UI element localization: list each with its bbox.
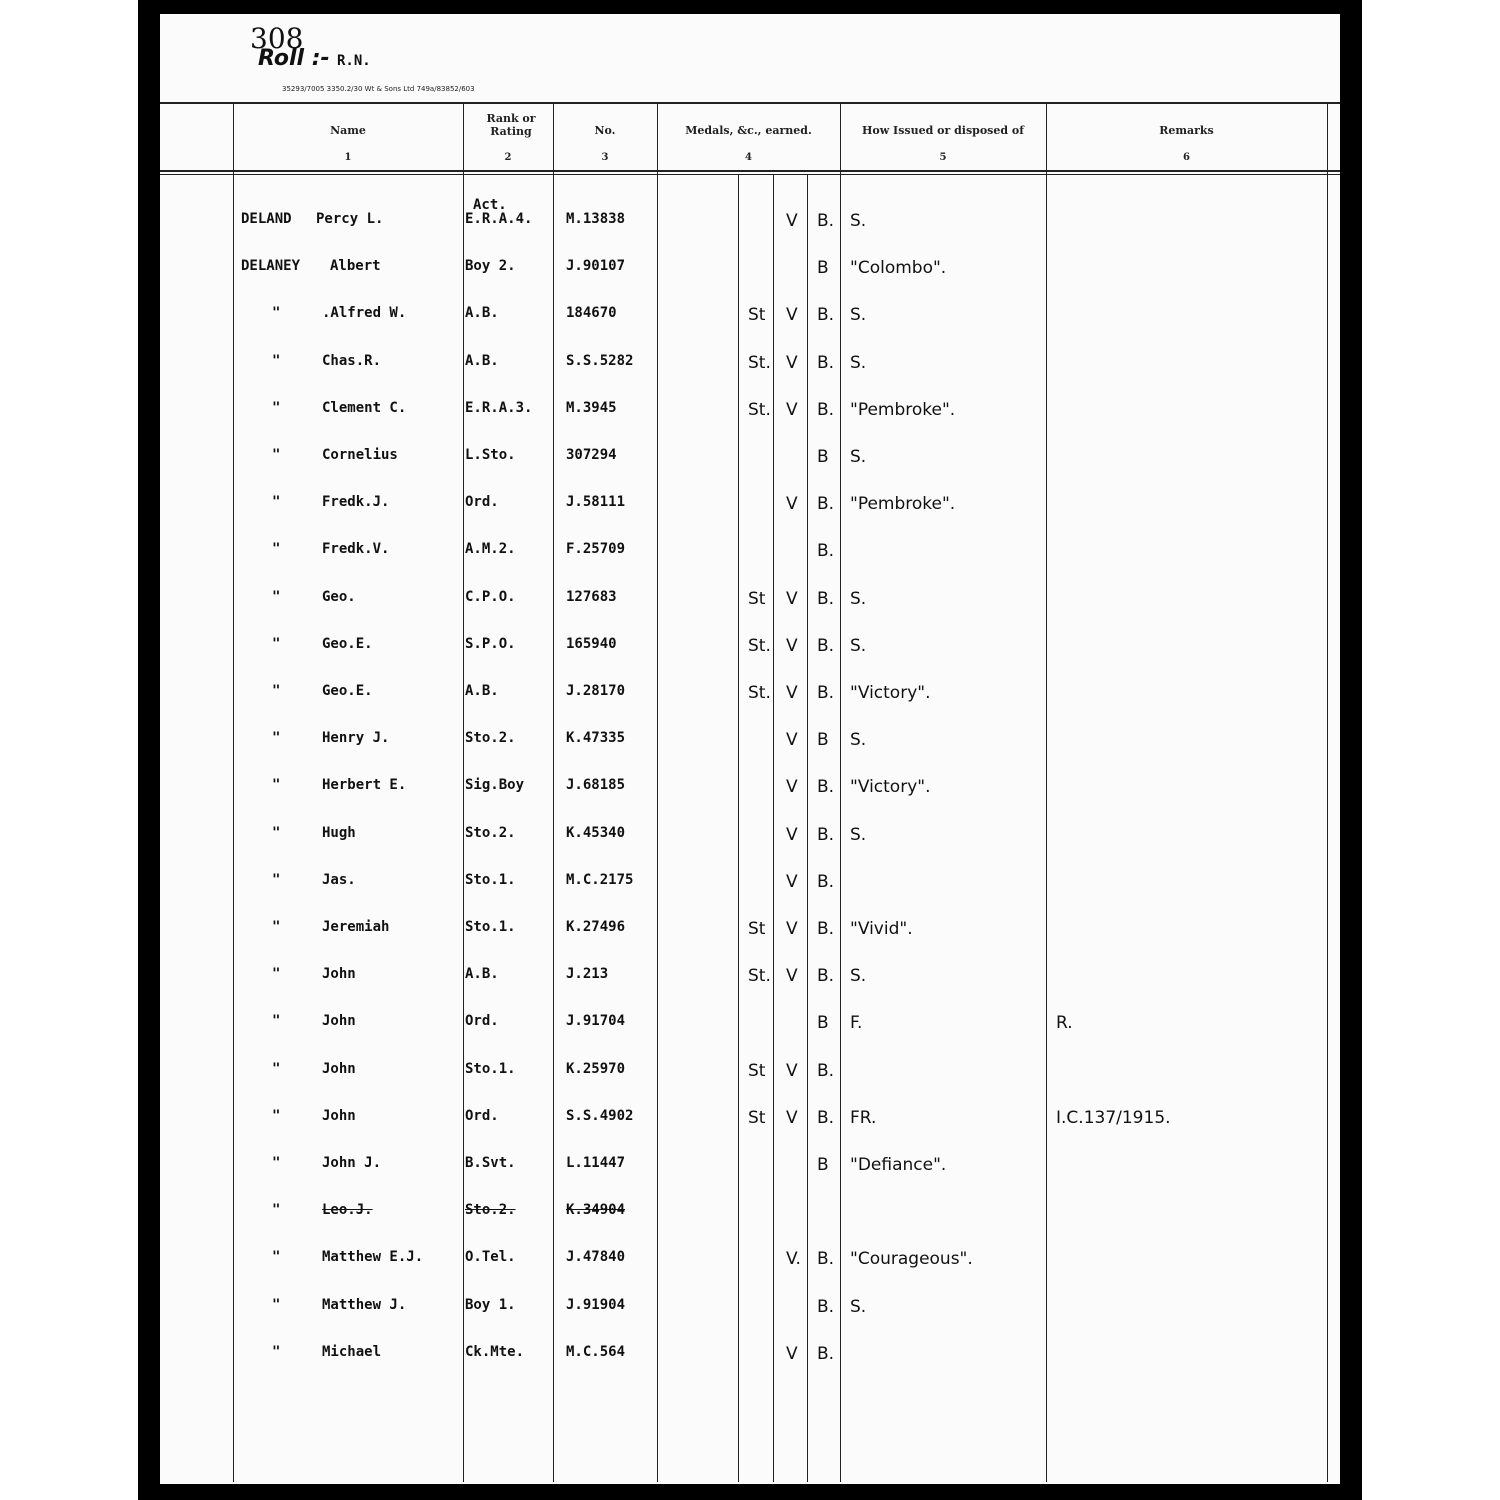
entry-medal-british: B.: [817, 825, 835, 845]
entry-issued: F.: [850, 1013, 863, 1033]
entry-remarks: R.: [1056, 1013, 1073, 1033]
entry-given-name: John: [322, 1108, 356, 1124]
entry-surname: ": [272, 777, 281, 793]
entry-number: M.3945: [566, 400, 617, 416]
entry-given-name: Clement C.: [322, 400, 407, 416]
table-row: [0, 777, 1500, 807]
entry-rank: C.P.O.: [465, 589, 516, 605]
entry-number: K.27496: [566, 919, 626, 935]
col-number-2: 2: [504, 152, 512, 163]
entry-number: K.34904: [566, 1202, 626, 1218]
table-row: [0, 825, 1500, 855]
table-row: [0, 1155, 1500, 1185]
entry-medal-star: St: [748, 1061, 766, 1081]
entry-surname: ": [272, 1061, 281, 1077]
entry-given-name: Jeremiah: [322, 919, 390, 935]
table-row: [0, 636, 1500, 666]
entry-medal-victory: V: [786, 636, 798, 656]
entry-given-name: Fredk.V.: [322, 541, 390, 557]
entry-number: J.91704: [566, 1013, 626, 1029]
entry-surname: DELAND: [241, 211, 292, 227]
table-row: [0, 1202, 1500, 1232]
entry-rank: E.R.A.3.: [465, 400, 533, 416]
entry-surname: ": [272, 1249, 281, 1265]
table-row: [0, 258, 1500, 288]
entry-number: J.90107: [566, 258, 626, 274]
entry-rank: B.Svt.: [465, 1155, 516, 1171]
entry-surname: ": [272, 447, 281, 463]
col-number-5: 5: [939, 152, 947, 163]
entry-medal-british: B.: [817, 636, 835, 656]
entry-given-name: Geo.E.: [322, 683, 373, 699]
entry-medal-british: B: [817, 447, 829, 467]
header-top-rule: [160, 102, 1340, 104]
table-row: [0, 1344, 1500, 1374]
entry-number: M.13838: [566, 211, 626, 227]
entry-given-name: Jas.: [322, 872, 356, 888]
entry-given-name: Fredk.J.: [322, 494, 390, 510]
entry-rank: O.Tel.: [465, 1249, 516, 1265]
page-number: 308: [250, 22, 304, 55]
entry-number: 165940: [566, 636, 617, 652]
entry-rank: E.R.A.4.: [465, 211, 533, 227]
entry-medal-star: St.: [748, 353, 771, 373]
table-row: [0, 919, 1500, 949]
entry-number: J.213: [566, 966, 609, 982]
entry-surname: ": [272, 541, 281, 557]
entry-given-name: Matthew E.J.: [322, 1249, 424, 1265]
col-number-4: 4: [745, 152, 752, 163]
table-row: [0, 197, 1500, 241]
entry-surname: ": [272, 305, 281, 321]
table-row: [0, 494, 1500, 524]
table-row: [0, 589, 1500, 619]
entry-medal-british: B.: [817, 1061, 835, 1081]
entry-medal-british: B.: [817, 589, 835, 609]
entry-given-name: Percy L.: [316, 211, 384, 227]
entry-issued: S.: [850, 966, 867, 986]
entry-rank: A.M.2.: [465, 541, 516, 557]
entry-number: 184670: [566, 305, 617, 321]
table-row: [0, 447, 1500, 477]
entry-medal-british: B: [817, 730, 829, 750]
entry-number: K.47335: [566, 730, 626, 746]
entry-surname: ": [272, 919, 281, 935]
table-row: [0, 541, 1500, 571]
entry-issued: S.: [850, 1297, 867, 1317]
entry-given-name: Henry J.: [322, 730, 390, 746]
entry-medal-british: B.: [817, 400, 835, 420]
col-header-issued: How Issued or disposed of: [862, 124, 1024, 137]
entry-issued: S.: [850, 589, 867, 609]
entry-number: J.58111: [566, 494, 626, 510]
entry-given-name: John: [322, 1061, 356, 1077]
entry-issued: "Vivid".: [850, 919, 913, 939]
entry-surname: DELANEY: [241, 258, 301, 274]
table-row: [0, 683, 1500, 713]
entry-surname: ": [272, 1297, 281, 1313]
table-row: [0, 1013, 1500, 1043]
col-number-1: 1: [344, 152, 352, 163]
entry-surname: ": [272, 353, 281, 369]
table-row: [0, 400, 1500, 430]
entry-medal-star: St.: [748, 966, 771, 986]
table-row: [0, 353, 1500, 383]
col-number-6: 6: [1183, 152, 1190, 163]
entry-surname: ": [272, 1155, 281, 1171]
entry-rank: Sig.Boy: [465, 777, 525, 793]
entry-medal-british: B.: [817, 211, 835, 231]
col-header-rank: Rank or Rating: [486, 112, 536, 138]
entry-given-name: Albert: [330, 258, 381, 274]
entry-issued: S.: [850, 447, 867, 467]
entry-number: J.28170: [566, 683, 626, 699]
entry-medal-victory: V: [786, 919, 798, 939]
entry-surname: ": [272, 589, 281, 605]
entry-rank: Ord.: [465, 1108, 499, 1124]
entry-number: J.91904: [566, 1297, 626, 1313]
entry-given-name: Hugh: [322, 825, 356, 841]
entry-rank: Ord.: [465, 1013, 499, 1029]
entry-rank: Sto.2.: [465, 1202, 516, 1218]
entry-surname: ": [272, 1202, 281, 1218]
entry-surname: ": [272, 872, 281, 888]
entry-medal-british: B.: [817, 1297, 835, 1317]
entry-medal-british: B.: [817, 1108, 835, 1128]
entry-medal-victory: V: [786, 683, 798, 703]
entry-given-name: John J.: [322, 1155, 382, 1171]
entry-issued: "Pembroke".: [850, 400, 956, 420]
col-number-3: 3: [601, 152, 609, 163]
entry-number: F.25709: [566, 541, 626, 557]
entry-medal-victory: V: [786, 1344, 798, 1364]
entry-number: K.25970: [566, 1061, 626, 1077]
entry-medal-victory: V: [786, 1108, 798, 1128]
entry-given-name: .Alfred W.: [322, 305, 407, 321]
entry-rank: A.B.: [465, 305, 499, 321]
entry-rank: Boy 2.: [465, 258, 516, 274]
entry-rank: L.Sto.: [465, 447, 516, 463]
entry-medal-victory: V: [786, 589, 798, 609]
col-header-name: Name: [330, 124, 366, 137]
entry-medal-british: B.: [817, 777, 835, 797]
table-row: [0, 1297, 1500, 1327]
entry-given-name: John: [322, 966, 356, 982]
entry-issued: S.: [850, 636, 867, 656]
entry-medal-british: B.: [817, 353, 835, 373]
table-row: [0, 872, 1500, 902]
entry-rank: Sto.1.: [465, 1061, 516, 1077]
entry-medal-british: B.: [817, 1249, 835, 1269]
entry-medal-victory: V: [786, 777, 798, 797]
entry-surname: ": [272, 1108, 281, 1124]
entry-surname: ": [272, 730, 281, 746]
entry-medal-british: B.: [817, 683, 835, 703]
table-row: [0, 1061, 1500, 1091]
entry-medal-british: B: [817, 258, 829, 278]
roll-value: R.N.: [337, 53, 371, 69]
entry-rank: Sto.2.: [465, 730, 516, 746]
entry-medal-british: B.: [817, 305, 835, 325]
entry-number: J.68185: [566, 777, 626, 793]
entry-surname: ": [272, 683, 281, 699]
entry-rank: Ord.: [465, 494, 499, 510]
entry-surname: ": [272, 1013, 281, 1029]
entry-medal-victory: V: [786, 211, 798, 231]
entry-rank: A.B.: [465, 966, 499, 982]
entry-medal-victory: V: [786, 966, 798, 986]
table-row: [0, 966, 1500, 996]
table-row: [0, 1108, 1500, 1138]
entry-issued: FR.: [850, 1108, 877, 1128]
table-row: [0, 305, 1500, 335]
entry-surname: ": [272, 636, 281, 652]
table-row: [0, 1249, 1500, 1279]
entry-rank-prefix: Act.: [473, 197, 507, 213]
entry-issued: "Pembroke".: [850, 494, 956, 514]
entry-medal-british: B.: [817, 1344, 835, 1364]
entry-medal-british: B.: [817, 494, 835, 514]
entry-given-name: Herbert E.: [322, 777, 407, 793]
entry-medal-victory: V: [786, 400, 798, 420]
entry-surname: ": [272, 825, 281, 841]
printer-imprint: 35293/7005 3350.2/30 Wt & Sons Ltd 749a/83852/603: [282, 85, 475, 93]
entry-rank: Sto.1.: [465, 872, 516, 888]
entry-number: J.47840: [566, 1249, 626, 1265]
entry-number: S.S.5282: [566, 353, 634, 369]
entry-number: L.11447: [566, 1155, 626, 1171]
entry-number: 127683: [566, 589, 617, 605]
entry-medal-victory: V.: [786, 1249, 801, 1269]
entry-medal-victory: V: [786, 730, 798, 750]
entry-medal-victory: V: [786, 353, 798, 373]
entry-rank: Sto.1.: [465, 919, 516, 935]
col-header-no: No.: [594, 124, 616, 137]
entry-number: K.45340: [566, 825, 626, 841]
entry-remarks: I.C.137/1915.: [1056, 1108, 1171, 1128]
entry-medal-victory: V: [786, 872, 798, 892]
entry-rank: A.B.: [465, 353, 499, 369]
entry-medal-star: St: [748, 589, 766, 609]
col-header-remarks: Remarks: [1159, 124, 1214, 137]
col-header-medals: Medals, &c., earned.: [685, 124, 812, 137]
entry-issued: "Victory".: [850, 777, 931, 797]
entry-medal-british: B.: [817, 966, 835, 986]
entry-issued: S.: [850, 825, 867, 845]
entry-issued: S.: [850, 305, 867, 325]
entry-surname: ": [272, 400, 281, 416]
entry-medal-british: B: [817, 1013, 829, 1033]
entry-medal-victory: V: [786, 305, 798, 325]
entry-number: M.C.564: [566, 1344, 626, 1360]
entry-rank: S.P.O.: [465, 636, 516, 652]
entry-medal-star: St: [748, 1108, 766, 1128]
entry-given-name: Michael: [322, 1344, 382, 1360]
entry-medal-star: St.: [748, 636, 771, 656]
entry-given-name: Geo.E.: [322, 636, 373, 652]
entry-given-name: John: [322, 1013, 356, 1029]
entry-medal-british: B.: [817, 872, 835, 892]
entry-issued: "Courageous".: [850, 1249, 973, 1269]
entry-issued: S.: [850, 211, 867, 231]
entry-given-name: Leo.J.: [322, 1202, 373, 1218]
entry-rank: Ck.Mte.: [465, 1344, 525, 1360]
entry-issued: "Defiance".: [850, 1155, 947, 1175]
entry-medal-star: St.: [748, 683, 771, 703]
entry-medal-british: B.: [817, 919, 835, 939]
entry-rank: A.B.: [465, 683, 499, 699]
entry-issued: S.: [850, 730, 867, 750]
entry-surname: ": [272, 494, 281, 510]
entry-issued: "Colombo".: [850, 258, 947, 278]
entry-number: S.S.4902: [566, 1108, 634, 1124]
entry-medal-star: St.: [748, 400, 771, 420]
table-row: [0, 730, 1500, 760]
entry-given-name: Matthew J.: [322, 1297, 407, 1313]
entry-medal-british: B: [817, 1155, 829, 1175]
entry-medal-victory: V: [786, 1061, 798, 1081]
entry-medal-victory: V: [786, 825, 798, 845]
header-bottom-rule: [160, 170, 1340, 172]
entry-number: 307294: [566, 447, 617, 463]
entry-rank: Boy 1.: [465, 1297, 516, 1313]
entry-medal-star: St: [748, 305, 766, 325]
entry-rank: Sto.2.: [465, 825, 516, 841]
entry-given-name: Chas.R.: [322, 353, 382, 369]
entry-medal-british: B.: [817, 541, 835, 561]
entry-given-name: Geo.: [322, 589, 356, 605]
entry-issued: S.: [850, 353, 867, 373]
entry-issued: "Victory".: [850, 683, 931, 703]
entry-given-name: Cornelius: [322, 447, 398, 463]
header-double-rule: [160, 174, 1340, 175]
roll-label: Roll :-: [258, 46, 330, 71]
entry-number: M.C.2175: [566, 872, 634, 888]
entry-medal-victory: V: [786, 494, 798, 514]
entry-surname: ": [272, 966, 281, 982]
entry-medal-star: St: [748, 919, 766, 939]
entry-surname: ": [272, 1344, 281, 1360]
